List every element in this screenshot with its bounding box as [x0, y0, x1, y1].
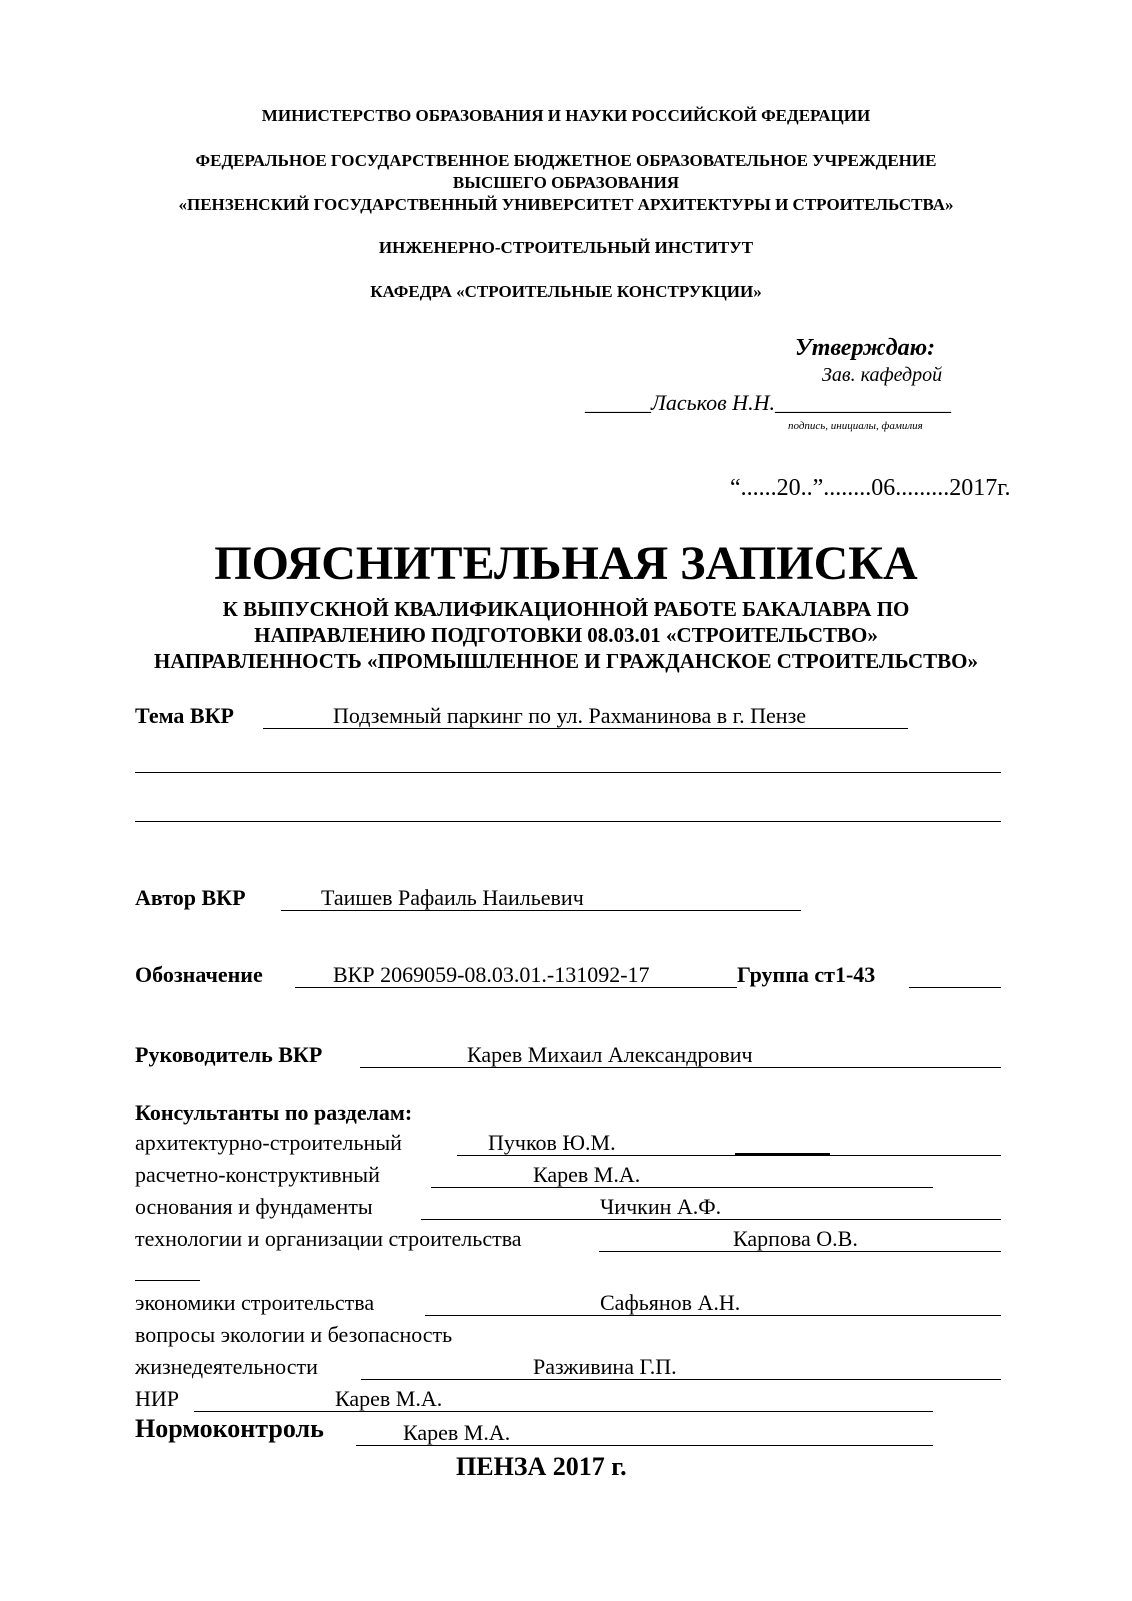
consultant-foundations-label: основания и фундаменты — [135, 1194, 373, 1219]
designation-value: ВКР 2069059-08.03.01.-131092-17 — [333, 962, 650, 987]
consultant-economics-label: экономики строительства — [135, 1290, 375, 1315]
subtitle-line-1: К ВЫПУСКНОЙ КВАЛИФИКАЦИОННОЙ РАБОТЕ БАКАЛАВРА ПО — [222, 597, 910, 621]
normcontrol-name: Карев М.А. — [403, 1420, 511, 1445]
ministry-heading: МИНИСТЕРСТВО ОБРАЗОВАНИЯ И НАУКИ РОССИЙСКОЙ ФЕДЕРАЦИИ — [261, 106, 871, 125]
consultant-ecology-label-line-2: жизнедеятельности — [135, 1354, 318, 1379]
consultant-research-underline — [194, 1384, 933, 1412]
designation-label: Обозначение — [135, 962, 263, 987]
consultants-heading: Консультанты по разделам: — [135, 1100, 413, 1125]
consultant-architecture-label: архитектурно-строительный — [135, 1130, 402, 1155]
approval-position: Зав. кафедрой — [822, 364, 943, 386]
consultant-structural-underline — [431, 1160, 933, 1188]
city-year: ПЕНЗА 2017 г. — [456, 1452, 627, 1481]
institution-line-1: ФЕДЕРАЛЬНОЕ ГОСУДАРСТВЕННОЕ БЮДЖЕТНОЕ ОБРАЗОВАТЕЛЬНОЕ УЧРЕЖДЕНИЕ — [195, 151, 937, 170]
consultant-research-label: НИР — [135, 1386, 180, 1411]
consultant-architecture-name: Пучков Ю.М. — [488, 1130, 616, 1155]
consultant-ecology-label-line-1: вопросы экологии и безопасность — [135, 1322, 453, 1347]
consultant-ecology-underline — [361, 1352, 1001, 1380]
topic-label: Тема ВКР — [135, 703, 234, 728]
consultant-technology-continuation-line — [135, 1260, 200, 1281]
signature-blank-left: ______ — [585, 390, 651, 415]
subtitle-line-2: НАПРАВЛЕНИЮ ПОДГОТОВКИ 08.03.01 «СТРОИТЕЛЬСТВО» — [254, 623, 878, 647]
supervisor-label: Руководитель ВКР — [135, 1042, 323, 1067]
consultant-ecology-name: Разживина Г.П. — [533, 1354, 677, 1379]
signature-caption: подпись, инициалы, фамилия — [788, 420, 923, 432]
consultant-technology-label: технологии и организации строительства — [135, 1226, 522, 1251]
consultant-structural-label: расчетно-конструктивный — [135, 1162, 380, 1187]
institute-heading: ИНЖЕНЕРНО-СТРОИТЕЛЬНЫЙ ИНСТИТУТ — [378, 238, 754, 257]
approval-date: “......20..”........06.........2017г. — [730, 475, 1011, 501]
approver-name: Ласьков Н.Н. — [651, 390, 775, 415]
consultant-structural-name: Карев М.А. — [533, 1162, 641, 1187]
consultant-technology-name: Карпова О.В. — [733, 1226, 858, 1251]
signature-blank-right: ________________ — [774, 390, 951, 415]
institution-line-3: «ПЕНЗЕНСКИЙ ГОСУДАРСТВЕННЫЙ УНИВЕРСИТЕТ АРХИТЕКТУРЫ И СТРОИТЕЛЬСТВА» — [178, 195, 954, 214]
document-title: ПОЯСНИТЕЛЬНАЯ ЗАПИСКА — [214, 537, 918, 590]
consultant-foundations-name: Чичкин А.Ф. — [600, 1194, 722, 1219]
consultant-architecture-bold-mark — [735, 1128, 830, 1156]
institution-line-2: ВЫСШЕГО ОБРАЗОВАНИЯ — [452, 173, 680, 192]
topic-blank-line-1 — [135, 745, 1001, 773]
department-heading: КАФЕДРА «СТРОИТЕЛЬНЫЕ КОНСТРУКЦИИ» — [370, 282, 762, 301]
group-underline — [909, 960, 1001, 988]
normcontrol-label: Нормоконтроль — [135, 1414, 324, 1443]
group-label: Группа ст1-43 — [737, 962, 876, 987]
subtitle-line-3: НАПРАВЛЕННОСТЬ «ПРОМЫШЛЕННОЕ И ГРАЖДАНСКОЕ СТРОИТЕЛЬСТВО» — [153, 649, 979, 673]
author-value: Таишев Рафаиль Наильевич — [321, 885, 584, 910]
author-label: Автор ВКР — [135, 885, 246, 910]
topic-blank-line-2 — [135, 794, 1001, 822]
consultant-research-name: Карев М.А. — [335, 1386, 443, 1411]
consultant-economics-name: Сафьянов А.Н. — [600, 1290, 741, 1315]
approval-signature-line — [585, 390, 951, 416]
supervisor-value: Карев Михаил Александрович — [467, 1042, 753, 1067]
topic-value: Подземный паркинг по ул. Рахманинова в г. Пензе — [333, 703, 807, 728]
approval-heading: Утверждаю: — [795, 335, 936, 361]
